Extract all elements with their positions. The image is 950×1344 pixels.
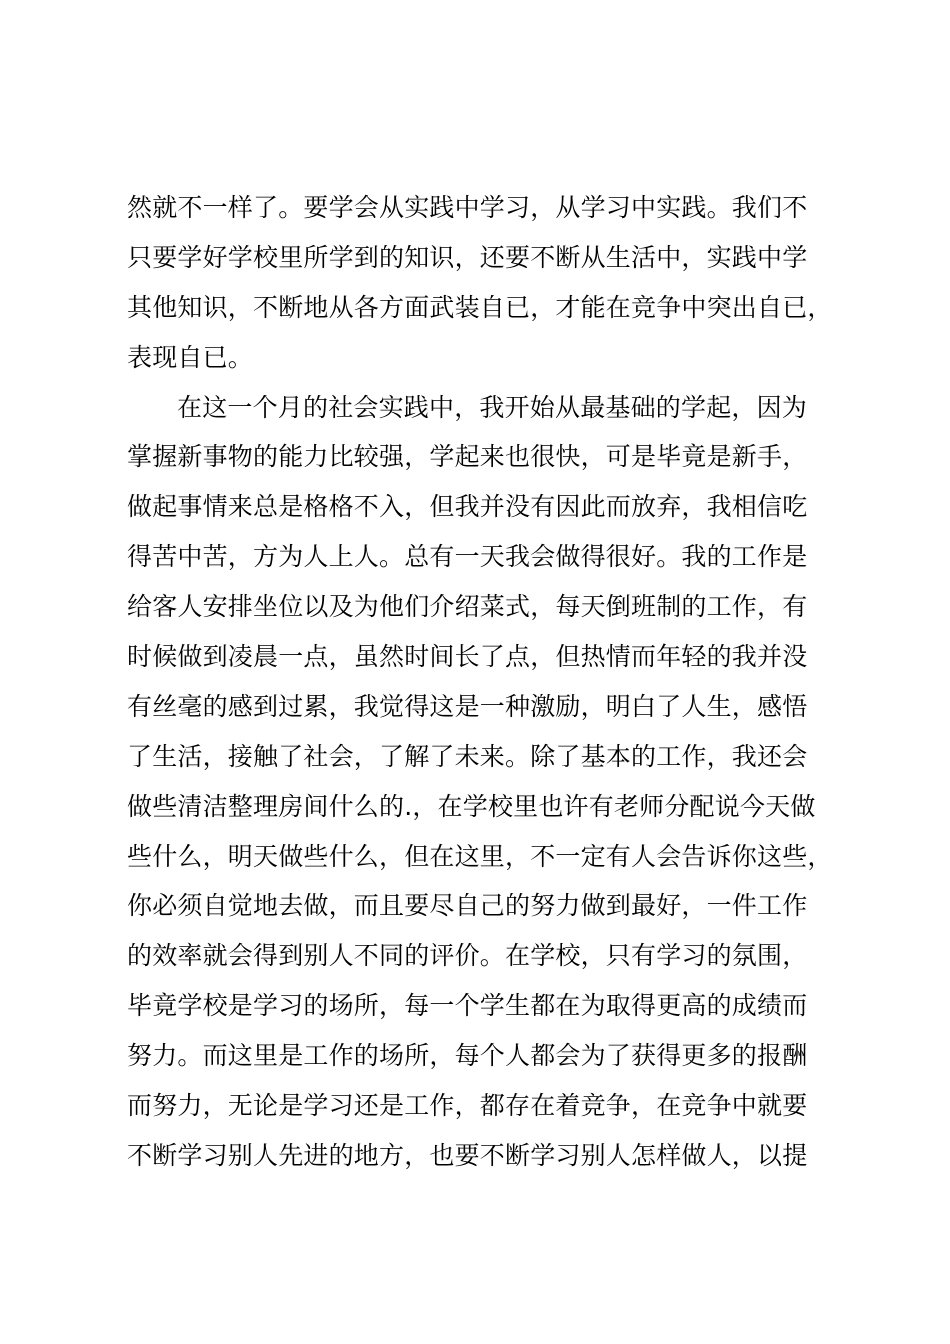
text-line: 表现自已。: [127, 342, 254, 372]
text-line: 时候做到凌晨一点，虽然时间长了点，但热情而年轻的我并没: [127, 642, 808, 672]
text-line: 而努力，无论是学习还是工作，都存在着竞争，在竞争中就要: [127, 1091, 808, 1121]
text-line: 得苦中苦，方为人上人。总有一天我会做得很好。我的工作是: [127, 542, 808, 572]
text-line: 只要学好学校里所学到的知识，还要不断从生活中，实践中学: [127, 242, 808, 272]
text-line: 毕竟学校是学习的场所，每一个学生都在为取得更高的成绩而: [127, 991, 808, 1021]
text-line: 的效率就会得到别人不同的评价。在学校，只有学习的氛围，: [127, 941, 808, 971]
text-line: 了生活，接触了社会，了解了未来。除了基本的工作，我还会: [127, 741, 808, 771]
text-line: 不断学习别人先进的地方，也要不断学习别人怎样做人，以提: [127, 1140, 808, 1170]
text-line: 些什么，明天做些什么，但在这里，不一定有人会告诉你这些，: [127, 841, 833, 871]
text-line: 做起事情来总是格格不入，但我并没有因此而放弃，我相信吃: [127, 492, 808, 522]
text-line: 有丝毫的感到过累，我觉得这是一种激励，明白了人生，感悟: [127, 691, 808, 721]
text-line: 掌握新事物的能力比较强，学起来也很快，可是毕竟是新手，: [127, 442, 808, 472]
text-line: 努力。而这里是工作的场所，每个人都会为了获得更多的报酬: [127, 1041, 808, 1071]
text-line: 给客人安排坐位以及为他们介绍菜式，每天倒班制的工作，有: [127, 592, 808, 622]
text-line: 然就不一样了。要学会从实践中学习，从学习中实践。我们不: [127, 193, 808, 222]
paragraph-start-line: 在这一个月的社会实践中，我开始从最基础的学起，因为: [177, 392, 808, 422]
text-line: 做些清洁整理房间什么的.，在学校里也许有老师分配说今天做: [127, 791, 816, 821]
text-line: 你必须自觉地去做，而且要尽自己的努力做到最好，一件工作: [127, 891, 808, 921]
text-line: 其他知识，不断地从各方面武装自已，才能在竞争中突出自已，: [127, 292, 833, 322]
body-text: [127, 183, 837, 1181]
